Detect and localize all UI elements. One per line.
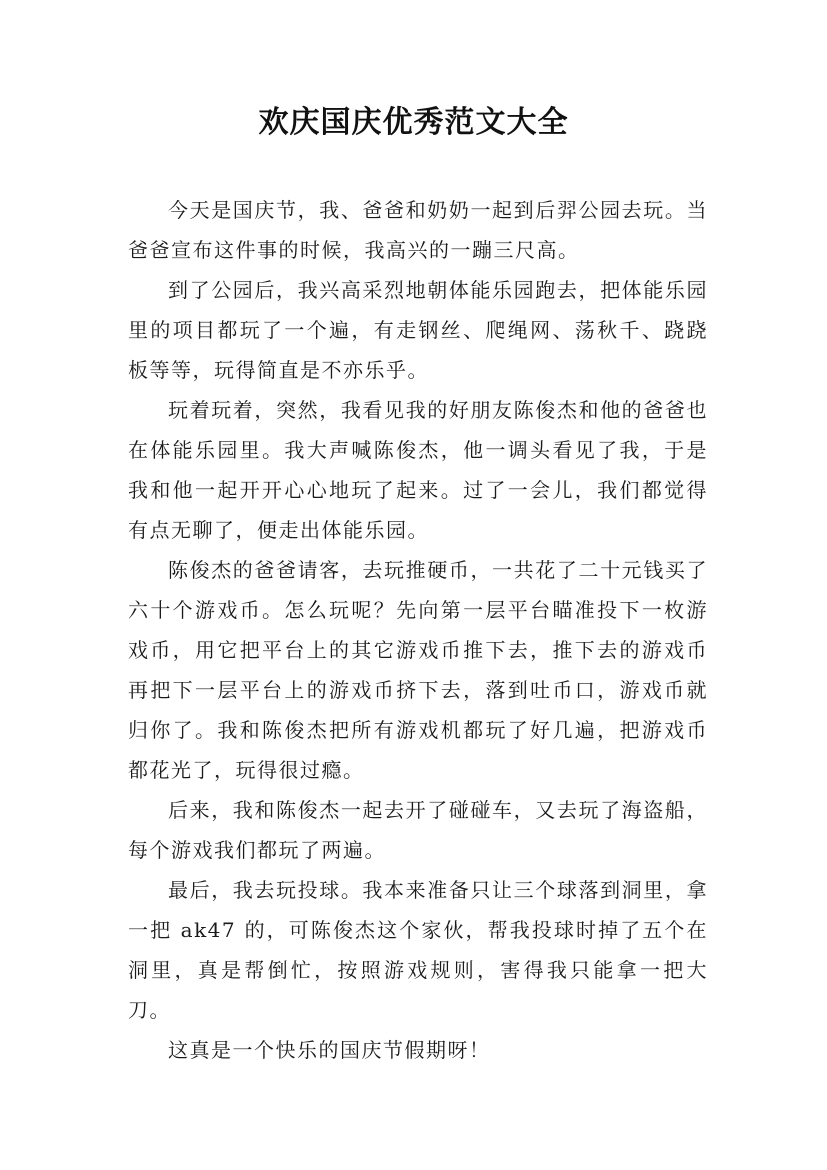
paragraph: 这真是一个快乐的国庆节假期呀！ xyxy=(168,1038,491,1062)
paragraph: 后来，我和陈俊杰一起去开了碰碰车，又去玩了海盗船，每个游戏我们都玩了两遍。 xyxy=(128,798,708,862)
document-body xyxy=(128,190,708,1070)
paragraph: 今天是国庆节，我、爸爸和奶奶一起到后羿公园去玩。当爸爸宣布这件事的时候，我高兴的一蹦三尺高。 xyxy=(128,198,708,262)
paragraph: 最后，我去玩投球。我本来准备只让三个球落到洞里，拿一把 ak47 的，可陈俊杰这个家伙，帮我投球时掉了五个在洞里，真是帮倒忙，按照游戏规则，害得我只能拿一把大刀。 xyxy=(128,878,708,1022)
paragraph: 陈俊杰的爸爸请客，去玩推硬币，一共花了二十元钱买了六十个游戏币。怎么玩呢？先向第一层平台瞄准投下一枚游戏币，用它把平台上的其它游戏币推下去，推下去的游戏币再把下一层平台上的游戏币挤下去，落到吐币口，游戏币就归你了。我和陈俊杰把所有游戏机都玩了好几遍，把游戏币都花光了，玩得很过瘾。 xyxy=(128,558,708,782)
paragraph: 到了公园后，我兴高采烈地朝体能乐园跑去，把体能乐园里的项目都玩了一个遍，有走钢丝、爬绳网、荡秋千、跷跷板等等，玩得简直是不亦乐乎。 xyxy=(128,278,708,382)
document-title: 欢庆国庆优秀范文大全 xyxy=(258,105,569,140)
paragraph: 玩着玩着，突然，我看见我的好朋友陈俊杰和他的爸爸也在体能乐园里。我大声喊陈俊杰，他一调头看见了我，于是我和他一起开开心心地玩了起来。过了一会儿，我们都觉得有点无聊了，便走出体能乐园。 xyxy=(128,398,708,542)
